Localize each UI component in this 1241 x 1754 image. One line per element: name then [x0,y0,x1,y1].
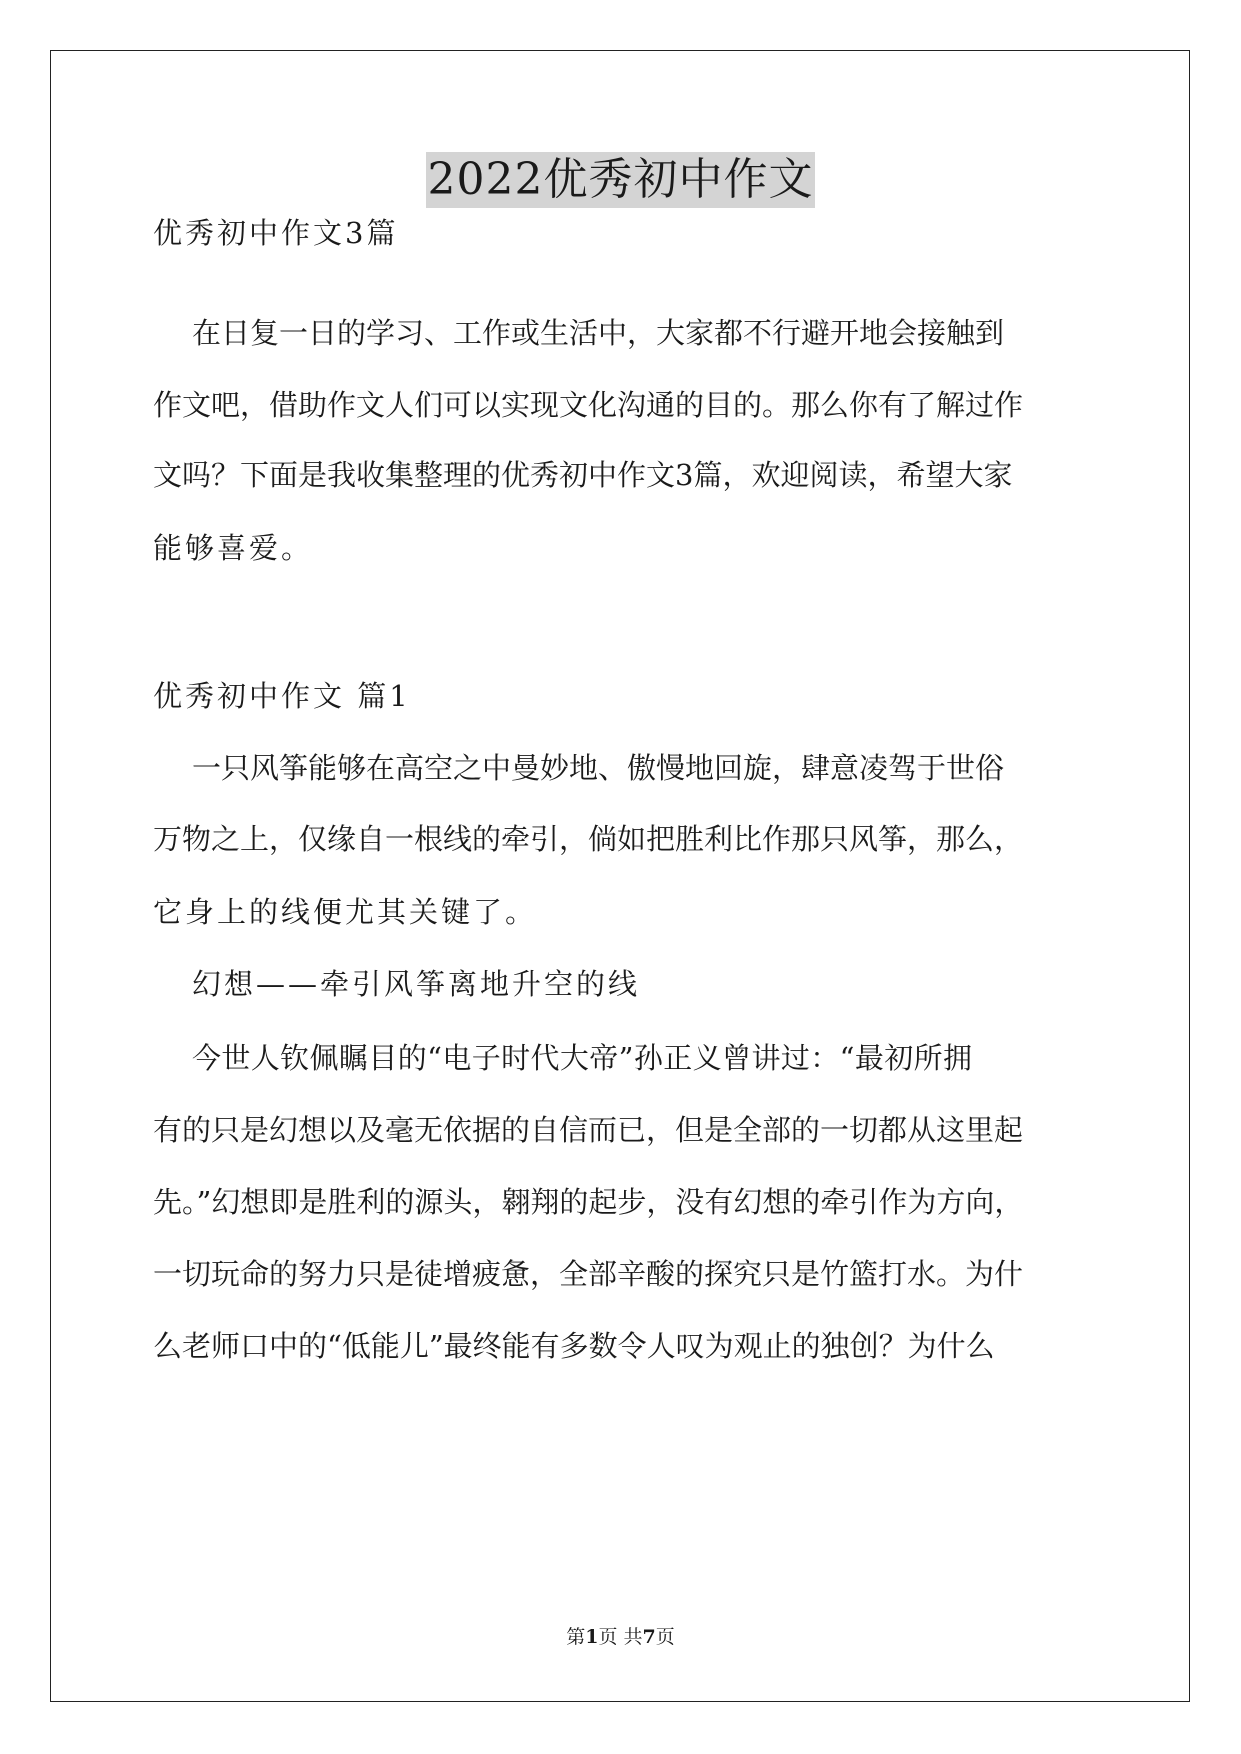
subtitle: 优秀初中作文3篇 [153,216,399,250]
subheading: 幻想——牵引风筝离地升空的线 [192,967,641,1001]
para2-line-5: 么老师口中的“低能儿”最终能有多数令人叹为观止的独创？为什么 [153,1329,995,1363]
para1-line-3: 它身上的线便尤其关键了。 [153,895,538,929]
para1-line-2: 万物之上，仅缘自一根线的牵引，倘如把胜利比作那只风筝，那么， [153,822,1024,856]
section-heading: 优秀初中作文 篇1 [153,679,411,713]
footer-page-number: 1 [585,1626,599,1648]
para2-line-2: 有的只是幻想以及毫无依据的自信而已，但是全部的一切都从这里起 [153,1113,1024,1147]
para2-line-4: 一切玩命的努力只是徒增疲惫，全部辛酸的探究只是竹篮打水。为什 [153,1257,1024,1291]
footer-prefix: 第 [566,1626,586,1648]
para1-line-1: 一只风筝能够在高空之中曼妙地、傲慢地回旋，肆意凌驾于世俗 [192,751,1005,785]
intro-line-4: 能够喜爱。 [153,531,314,565]
para2-line-3: 先。”幻想即是胜利的源头，翱翔的起步，没有幻想的牵引作为方向， [153,1185,1024,1219]
intro-line-3: 文吗？下面是我收集整理的优秀初中作文3篇，欢迎阅读，希望大家 [153,458,1013,492]
document-title: 2022优秀初中作文 [426,152,816,208]
footer-mid: 页 共 [598,1626,643,1648]
page-footer [0,1624,1241,1650]
intro-line-1: 在日复一日的学习、工作或生活中，大家都不行避开地会接触到 [192,316,1005,350]
page-border [50,50,1190,1702]
footer-suffix: 页 [655,1626,675,1648]
para2-line-1: 今世人钦佩瞩目的“电子时代大帝”孙正义曾讲过：“最初所拥 [192,1041,972,1075]
intro-line-2: 作文吧，借助作文人们可以实现文化沟通的目的。那么你有了解过作 [153,388,1024,422]
footer-total-pages: 7 [642,1626,656,1648]
title-container [0,152,1241,208]
